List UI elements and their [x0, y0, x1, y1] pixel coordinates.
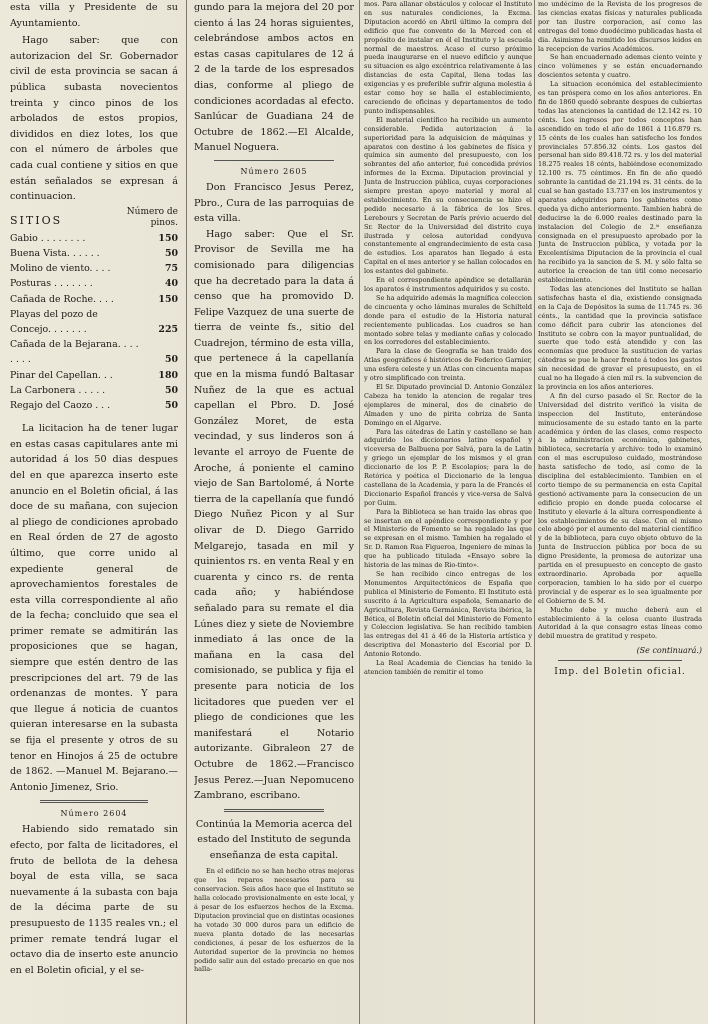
notice-number: Número 2604 — [60, 809, 128, 819]
column-1 — [10, 0, 178, 1024]
memoria-paragraph: En el correspondiente apéndice se detallarán los aparatos é instrumentos adquiridos y su costo. — [364, 276, 532, 293]
memoria-paragraph: Para la Biblioteca se han traido las obras que se insertan en el apéndice correspondiente y por el Ministerio de Fomento se ha regalado las que se expresan en el mismo. Tambien ha regalado el Sr. D. Ramon Rua Figueroa, Ingeniero de minas la que ha publicado titulada «Ensayo sobre la historia de las minas de Rio-tinto». — [364, 507, 532, 570]
memoria-paragraph: Para la clase de Geografía se han traido dos Atlas geográficos é históricos de Federico Garnier, una esfera celeste y un Atlas con cincuenta mapas y otro simplificado con treinta. — [364, 347, 532, 383]
table-header-count: Número de pinos. — [126, 206, 178, 228]
memoria-paragraph: mo undécimo de la Revista de los progresos de las ciencias exatas físicas y naturales publicada por tan ilustre corporacion, así como las entregas del tomo duodécimo publicadas hasta el dia. Asimismo ha remitido los discursos leidos en la recepcion de varios Académicos. — [538, 0, 702, 53]
table-row: Pinar del Capellan. . . 180 — [10, 369, 178, 381]
notice-number: Número 2605 — [240, 166, 308, 176]
table-row: Gabio . . . . . . . . 150 — [10, 232, 178, 244]
memoria-paragraph: La Real Academia de Ciencias ha tenido la atencion también de remitir el tomo — [364, 659, 532, 676]
memoria-paragraph: La situacion económica del establecimiento es tan próspera como en los años anteriores. En fin de 1860 quedó sobrante despues de cubiertas todas las atenciones la cantidad de 12.142 rs. 10 cénts. Los ingresos por todos conceptos han ascendido en todo el año de 1861 á 116.879 rs. 15 cénts de los cuales han satisfecho los fondos provinciales 57.856.32 cénts. Los gastos del personal han sido 89.418.72 rs. y los del material 18.275 reales 18 cénts, habiéndose economizado 12.100 rs. 75 céntimos. En fin de año quedó sobrante la cantidad de 21.194 rs. 31 cénts. de la cual se han gastado 13.737 en los instrumentos y aparatos adquiridos para los gabinetes como queda ya dicho anteriormente. Tambien habrá de deducirse la de 6.000 reales destinado para la instalacion del Colegio de 2.ª enseñanza consignada en el presupuesto aprobado por la Junta de Instruccion pública, y votada por la Excelentísima Diputacion de la provincia el cual ha recibido ya la sancion de S. M. y sólo falta se autorice la creacion de tan útil como necesario establecimiento. — [538, 80, 702, 285]
memoria-paragraph: Mucho debe y mucho deberá aun el establecimiento á la celosa cuanto ilustrada Autoridad á la que consagro estas líneas como debil muestra de gratitud y respeto. — [538, 605, 702, 641]
memoria-paragraph: Se han recibido cinco entregas de los Monumentos Arquitectónicos de España que publica el Ministerio de Fomento. El Instituto está suscrito á la Agricultura española, Semanario de Agricultura, Revista Germánica, Revista ibérica, la Bética, el Boletin oficial del Ministerio de Fomento y Coleccion legislativa. Se han recibido tambien las entregas del 41 á 46 de la Historia artística y descriptiva del Monasterio del Escorial por D. Antonio Rotondo. — [364, 570, 532, 659]
memoria-paragraph: Se han encuadernado ademas ciento veinte y cinco volúmenes y se están encuadernando doscientos setenta y cuatro. — [538, 53, 702, 80]
memoria-paragraph: mos. Para allanar obstáculos y colocar el Instituto en sus naturales condiciones, la Excma. Diputacion acordó en Abril último la compra del edificio que fue convento de la Merced con el propósito de instalar en él el Instituto y la escuela normal de maestros. Acaso el curso próximo pueda inaugurarse en el nuevo edificio y aunque su situacion es algo excéntrica relativamente á las distancias de esta Capital, llena todas las exigencias y es preferible sufrir alguna molestia á estar como hoy se halla el establecimiento, careciendo de oficinas y departamentos de todo punto indispensables. — [364, 0, 532, 115]
table-row: Cañada de Roche. . . . 150 — [10, 293, 178, 305]
table-row: Buena Vista. . . . . . 50 — [10, 247, 178, 259]
divider — [40, 800, 148, 803]
memoria-title: Continúa la Memoria acerca del estado del Instituto de segunda enseñanza de esta capital. — [195, 818, 353, 861]
memoria-paragraph: Para las cátedras de Latin y castellano se han adquirido los diccionarios latino español y viceversa de Balbuena por Salvá, para la de Latin y griego un ejemplar de los mismos y el gran diccionario de los P. P. Escolapios; para la de Retórica y poética el Diccionario de la lengua castellana de la Academia, y para la de Francés el Diccionario Español francés y vice-versa de Salvá por Guim. — [364, 427, 532, 507]
table-row: Posturas . . . . . . . 40 — [10, 278, 178, 290]
table-header-sites: SITIOS — [10, 213, 63, 227]
printer-imprint: Imp. del Boletin oficial. — [554, 667, 686, 678]
pine-table — [10, 207, 178, 413]
divider — [558, 660, 682, 661]
divider — [214, 160, 334, 161]
table-row: Cañada de la Bejarana. . . . . . . . 50 — [10, 339, 178, 366]
column-rule — [534, 0, 535, 1024]
divider — [224, 809, 324, 812]
notice-continuation: gundo para la mejora del 20 por ciento á las 24 horas siguientes, celebrándose ambos actos en estas casas capitulares de 12 á 2 de la tarde de los espresados dias, conforme al pliego de condiciones acordadas al efecto. Sanlúcar de Guadiana 24 de Octubre de 1862.—El Alcalde, Manuel Noguera. — [194, 2, 354, 154]
column-4 — [538, 0, 702, 1024]
column-3 — [364, 0, 532, 1024]
column-rule — [359, 0, 360, 1024]
notice-body: Habiendo sido rematado sin efecto, por falta de licitadores, el fruto de bellota de la dehesa boyal de esta villa, se saca nuevamente á la subasta con baja de la décima parte de su presupuesto de 1135 reales vn.; el primer remate tendrá lugar el octavo dia de inserto este anuncio en el Boletin oficial, y el se- — [10, 824, 178, 976]
notice-body: Hago saber: Que el Sr. Provisor de Sevilla me ha comisionado para diligencias que ha decretado para la data á censo que ha promovido D. Felipe Vazquez de una suerte de tierra de veinte fs., sitio del Cuadrejon, término de esta villa, que pertenece á la capellanía que en la misma fundó Baltasar Nuñez de la que es actual capellan el Pbro. D. José González Moret, de esta vecindad, y sus linderos son á levante el arroyo de Fuente de Aroche, á poniente el camino viejo de San Bartolomé, á Norte tierra de la capellanía que fundó Diego Nuñez Picon y al Sur olivar de D. Diego Garrido Melgarejo, tasada en mil y quinientos rs. en venta Real y en cuarenta y cinco rs. de renta cada año; y habiéndose señalado para su remate el dia Lúnes diez y siete de Noviembre inmediato á las once de la mañana en la casa del comisionado, se publica y fija el presente para noticia de los licitadores que pueden ver el pliego de condiciones que les manifestará el Notario autorizante. Gibraleon 27 de Octubre de 1862.—Francisco Jesus Perez.—Juan Nepomuceno Zambrano, escribano. — [194, 228, 354, 802]
notice-conditions: La licitacion ha de tener lugar en estas casas capitulares ante mi autoridad á los 50 dias despues del en que aparezca inserto este anuncio en el Boletin oficial, á las doce de su mañana, con sujecion al pliego de condiciones aprobado en Real órden de 27 de agosto último, que corre unido al expediente general de aprovechamientos forestales de esta villa correspondiente al año de la fecha; concluido que sea el primer remate se admitirán las proposiciones que se hagan, siempre que estén dentro de las prescripciones del art. 79 de las ordenanzas de montes. Y para que llegue á noticia de cuantos quieran interesarse en la subasta se fija el presente y otros de su tenor en Hinojos á 25 de octubre de 1862. —Manuel M. Bejarano.—Antonio Jimenez, Srio. — [10, 423, 178, 793]
table-row: Molino de viento. . . . 75 — [10, 263, 178, 275]
notice-body: Hago saber: que con autorizacion del Sr. Gobernador civil de esta provincia se sacan á pública subasta novecientos treinta y cinco pinos de los arbolados de estos propios, divididos en diez lotes, los que con el número de árboles que cada cual contiene y sitios en que están señalados se expresan á continuacion. — [10, 35, 178, 203]
memoria-paragraph: A fin del curso pasado el Sr. Rector de la Universidad del distrito verificó la visita de inspeccion del Instituto, enterándose minuciosamente de su estado tanto en la parte académica y órden de las clases, como respecto á la administracion económica, gabinetes, biblioteca, secretaría y archivo: todo lo examinó con el mas escrupuloso cuidado, mostrándose hasta satisfecho de todo, así como de la disciplina del establecimiento. Tambien en el corto tiempo de su permanencia en esta Capital gestionó activamente para la consecucion de un edificio propio en donde pueda colocarse el Instituto y elevarle á la altura correspondiente á los establecimientos de su clase. Con el mismo celo abogó por el aumento del material científico y de la biblioteca, para cuyo objeto obtuvo de la Junta de Instruccion pública por boca de su digno Presidente, la promesa de autorizar una partida en el presupuesto en concepto de gasto extraordinario. Aprobada por aquella corporacion, tambien lo ha sido por el cuerpo provincial y de esperar es lo sea igualmente por el Gobierno de S. M. — [538, 391, 702, 605]
table-row: La Carbonera . . . . . 50 — [10, 384, 178, 396]
memoria-paragraph: Se ha adquirido además la magnífica coleccion de cincuenta y ocho láminas murales de Schilteld donde para el estudio de la Historia natural recientemente publicadas. Los cuadros se han montado sobre telas y mediante cañas y colocado en los corredores del establecimiento. — [364, 293, 532, 347]
table-row: Playas del pozo de Concejo. . . . . . . 225 — [10, 308, 178, 335]
notice-heading: Don Francisco Jesus Perez, Pbro., Cura de las parroquias de esta villa. — [194, 181, 354, 225]
table-row: Regajo del Caozo . . . 50 — [10, 399, 178, 411]
memoria-paragraph: El Sr. Diputado provincial D. Antonio González Cabeza ha tenido la atencion de regalar tres ejemplares de mineral, dos de cinabrio de Almaden y uno de pirita cobriza de Santa Domingo en el Algarve. — [364, 382, 532, 427]
pine-table-header — [10, 207, 178, 229]
column-rule — [186, 0, 187, 1024]
continued-note: (Se continuará.) — [636, 646, 702, 656]
memoria-paragraph: Todas las atenciones del Instituto se hallan satisfechas hasta el dia, existiendo consignada en la Caja de Depósitos la suma de 11.745 rs. 36 cénts., la cantidad que la provincia satisface como déficit para cubrir las atenciones del Instituto se cobra con la mayor puntualidad, de suerte que todo está atendido y con las economías que produce la sustitucion de varias cátedras se pue le hacer frente á todos los gastos sin necesidad de gravar el presupuesto, en el cual no ha llegado á cien mil rs. la subvencion de la provincia en los años anteriores. — [538, 285, 702, 391]
memoria-paragraph: El material científico ha recibido un aumento considerable. Pedida autorizacion á la superioridad para la adquisicion de máquinas y aparatos con destino á los gabinetes de física y química sin aumento del presupuesto, con los sobrantes del año anterior, fué concedida prévios informes de la Excma. Diputacion provincial y Junta de Instruccion pública, cuyas corporaciones siempre prestan apoyo material y moral al establecimiento. En su consecuencia se hizo el pedido necesario á la fábrica de los Sres. Lerebours y Secretan de París prévio acuerdo del Sr. Rector de la Universidad del distrito cuya ilustrada y celosa autoridad condyuva constantemente al engrandecimiento de esta casa de estudios. Los aparatos han llegado á esta Capital en el mes anterior y se hallan colocados en los estantes del gabinete. — [364, 115, 532, 276]
notice-intro: esta villa y Presidente de su Ayuntamiento. — [10, 2, 178, 29]
memoria-paragraph: En el edificio no se han hecho otras mejoras que los reparos necesarios para su conservacion. Seis años hace que el Instituto se halla colocado provisionalmente en este local, y á pesar de los esfuerzos hechos de la Excma. Diputacion provincial que en distintas ocasiones ha votado 30 000 duros para un edificio de nueva planta dotado de las necesarias condiciones, á pesar de los esfuerzos de la Autoridad superior de la provincia no hemos podido salir aun del estado precario en que nos halla- — [194, 867, 354, 974]
column-2 — [194, 0, 354, 1024]
